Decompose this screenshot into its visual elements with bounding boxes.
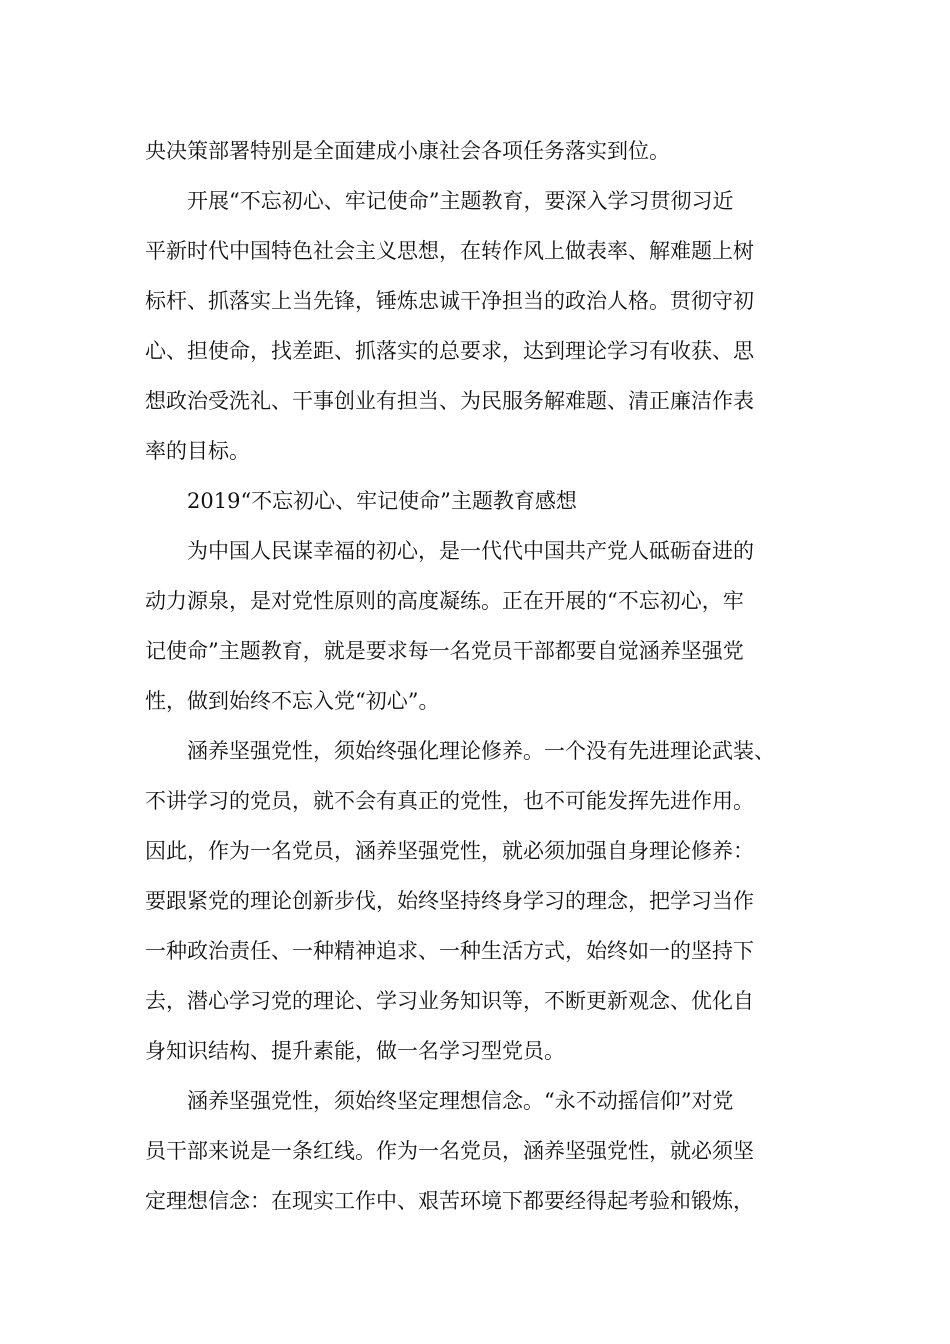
text-line: 涵养坚强党性，须始终强化理论修养。一个没有先进理论武装、: [187, 739, 775, 763]
text-line: 平新时代中国特色社会主义思想，在转作风上做表率、解难题上树: [145, 239, 754, 263]
text-line: 一种政治责任、一种精神追求、一种生活方式，始终如一的坚持下: [145, 939, 754, 963]
text-line: 涵养坚强党性，须始终坚定理想信念。“永不动摇信仰”对党: [187, 1089, 734, 1113]
section-heading: 2019“不忘初心、牢记使命”主题教育感想: [187, 489, 577, 513]
text-line: 率的目标。: [145, 439, 250, 463]
text-line: 为中国人民谋幸福的初心，是一代代中国共产党人砥砺奋进的: [187, 539, 754, 563]
text-line: 性，做到始终不忘入党“初心”。: [145, 689, 440, 713]
text-line: 开展“不忘初心、牢记使命”主题教育，要深入学习贯彻习近: [187, 189, 734, 213]
text-line: 去，潜心学习党的理论、学习业务知识等，不断更新观念、优化自: [145, 989, 754, 1013]
text-line: 不讲学习的党员，就不会有真正的党性，也不可能发挥先进作用。: [145, 789, 754, 813]
text-line: 心、担使命，找差距、抓落实的总要求，达到理论学习有收获、思: [145, 339, 754, 363]
text-line: 动力源泉，是对党性原则的高度凝练。正在开展的“不忘初心，牢: [145, 589, 744, 613]
text-line: 员干部来说是一条红线。作为一名党员，涵养坚强党性，就必须坚: [145, 1139, 754, 1163]
text-line: 想政治受洗礼、干事创业有担当、为民服务解难题、清正廉洁作表: [145, 389, 754, 413]
text-line: 定理想信念：在现实工作中、艰苦环境下都要经得起考验和锻炼，: [145, 1189, 754, 1213]
text-line: 因此，作为一名党员，涵养坚强党性，就必须加强自身理论修养：: [145, 839, 754, 863]
text-line: 记使命”主题教育，就是要求每一名党员干部都要自觉涵养坚强党: [145, 639, 744, 663]
document-body: [145, 126, 805, 1226]
text-line: 央决策部署特别是全面建成小康社会各项任务落实到位。: [145, 139, 670, 163]
text-line: 身知识结构、提升素能，做一名学习型党员。: [145, 1039, 565, 1063]
text-line: 标杆、抓落实上当先锋，锤炼忠诚干净担当的政治人格。贯彻守初: [145, 289, 754, 313]
text-line: 要跟紧党的理论创新步伐，始终坚持终身学习的理念，把学习当作: [145, 889, 754, 913]
